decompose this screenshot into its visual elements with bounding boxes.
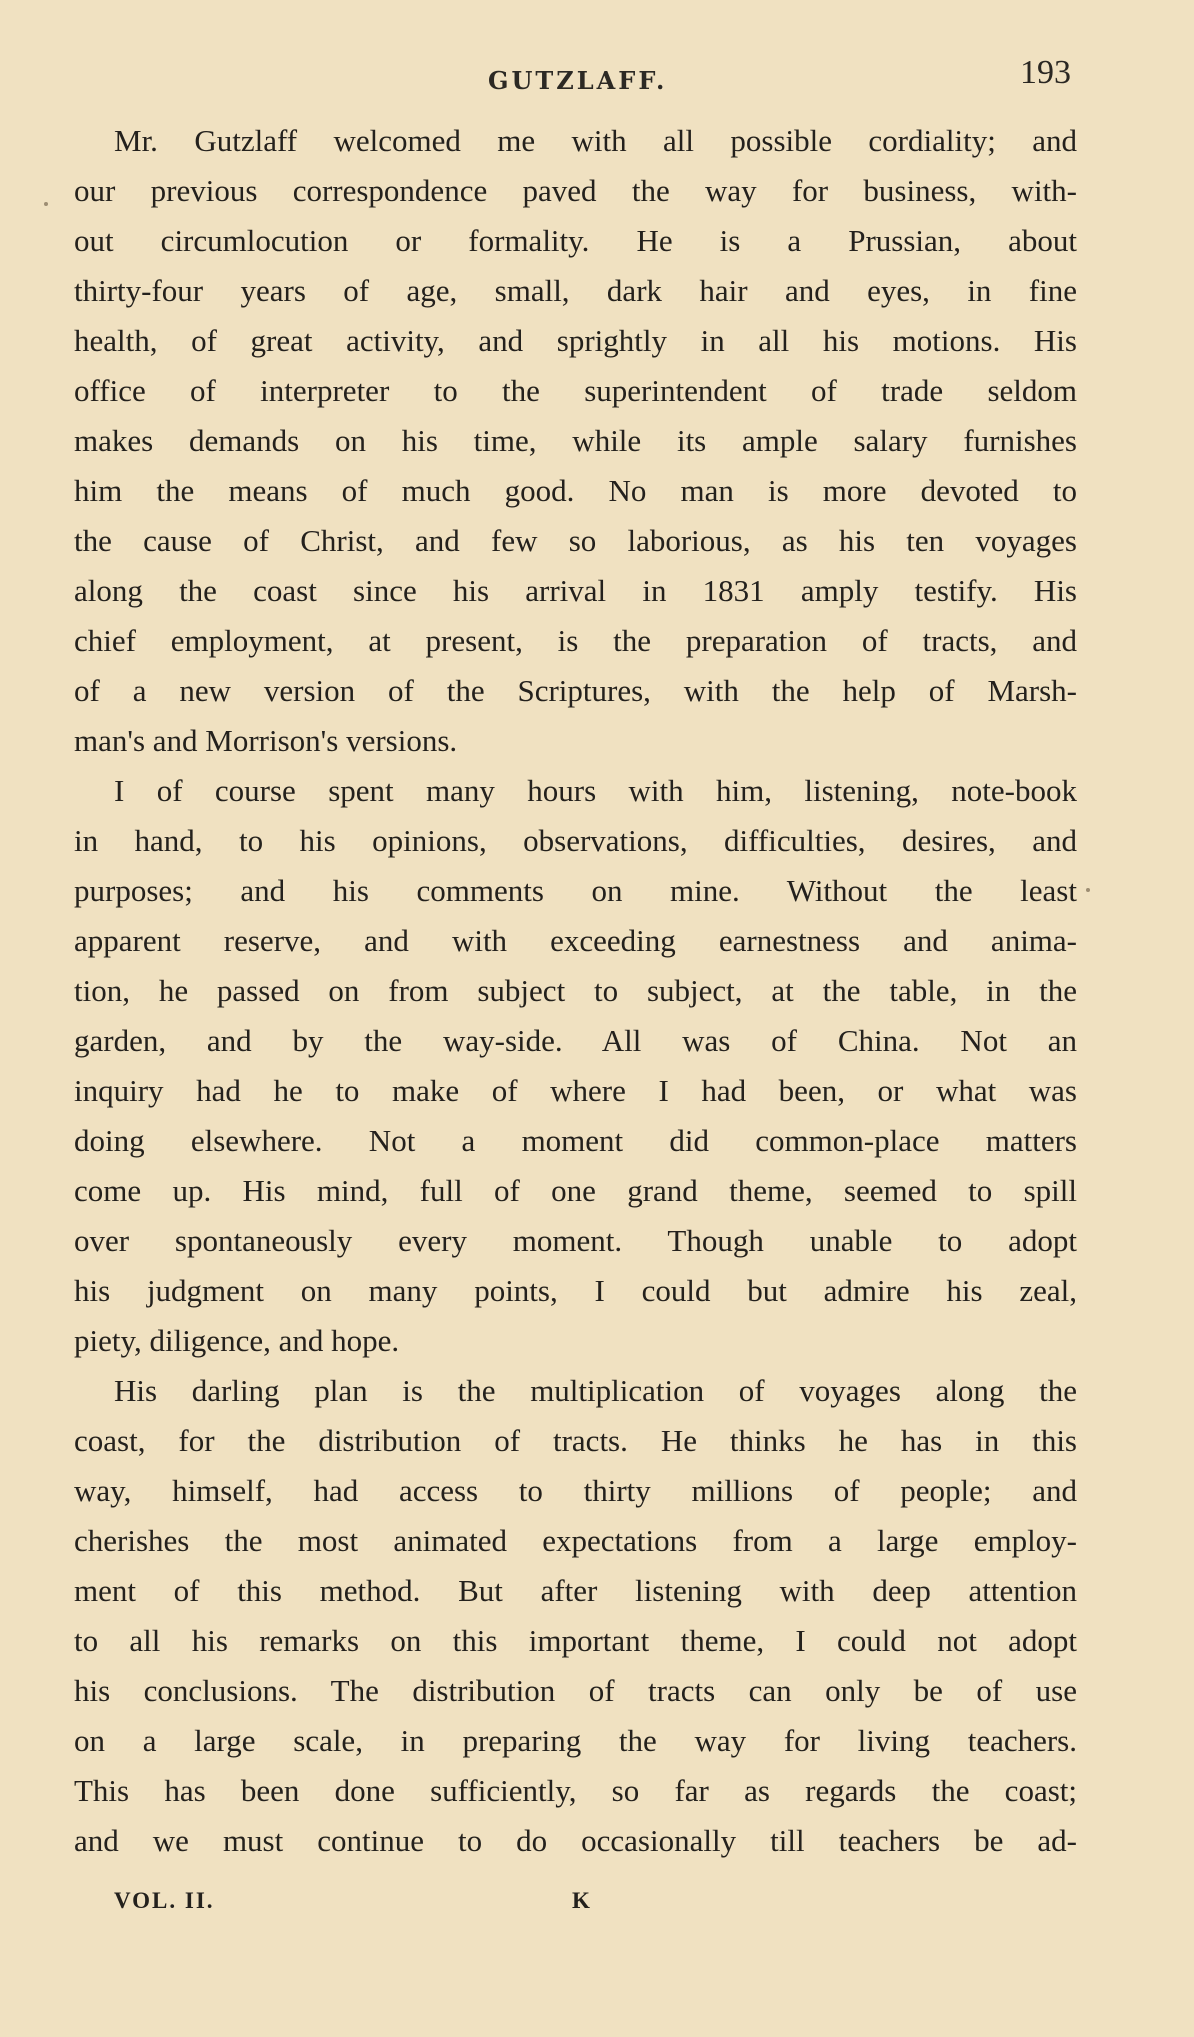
text-line: along the coast since his arrival in 1831 amply testify. His <box>74 573 1077 608</box>
text-line: to all his remarks on this important theme, I could not adopt <box>74 1623 1077 1658</box>
paper-blemish <box>44 202 48 206</box>
page-number: 193 <box>1020 54 1071 91</box>
text-line: over spontaneously every moment. Though unable to adopt <box>74 1223 1077 1258</box>
text-line: office of interpreter to the superintendent of trade seldom <box>74 373 1077 408</box>
text-line: our previous correspondence paved the way for business, with- <box>74 173 1077 208</box>
text-line: out circumlocution or formality. He is a Prussian, about <box>74 223 1077 258</box>
text-line: way, himself, had access to thirty millions of people; and <box>74 1473 1077 1508</box>
text-line: him the means of much good. No man is more devoted to <box>74 473 1077 508</box>
text-line: of a new version of the Scriptures, with the help of Marsh- <box>74 673 1077 708</box>
text-line: purposes; and his comments on mine. Without the least <box>74 873 1077 908</box>
text-line: ment of this method. But after listening with deep attention <box>74 1573 1077 1608</box>
text-line: piety, diligence, and hope. <box>74 1323 400 1358</box>
volume-label: VOL. II. <box>114 1888 215 1913</box>
text-line: and we must continue to do occasionally till teachers be ad- <box>74 1823 1077 1858</box>
text-line: health, of great activity, and sprightly in all his motions. His <box>74 323 1077 358</box>
body-text <box>74 116 1077 1866</box>
text-line: His darling plan is the multiplication of voyages along the <box>114 1373 1077 1408</box>
paragraph-2 <box>74 766 1077 1366</box>
text-line: doing elsewhere. Not a moment did common-place matters <box>74 1123 1077 1158</box>
text-line: the cause of Christ, and few so laborious, as his ten voyages <box>74 523 1077 558</box>
text-line: inquiry had he to make of where I had been, or what was <box>74 1073 1077 1108</box>
paragraph-1 <box>74 116 1077 766</box>
running-title: GUTZLAFF. <box>488 66 668 95</box>
text-line: coast, for the distribution of tracts. He thinks he has in this <box>74 1423 1077 1458</box>
text-line: Mr. Gutzlaff welcomed me with all possible cordiality; and <box>114 123 1077 158</box>
page-footer <box>0 1888 1194 1928</box>
paragraph-3 <box>74 1366 1077 1866</box>
text-line: apparent reserve, and with exceeding earnestness and anima- <box>74 923 1077 958</box>
text-line: come up. His mind, full of one grand theme, seemed to spill <box>74 1173 1077 1208</box>
text-line: his conclusions. The distribution of tracts can only be of use <box>74 1673 1077 1708</box>
text-line: garden, and by the way-side. All was of China. Not an <box>74 1023 1077 1058</box>
running-head <box>0 48 1194 108</box>
signature-mark: K <box>572 1888 590 1913</box>
text-line: chief employment, at present, is the preparation of tracts, and <box>74 623 1077 658</box>
paper-blemish <box>1086 888 1090 892</box>
text-line: his judgment on many points, I could but admire his zeal, <box>74 1273 1077 1308</box>
text-line: tion, he passed on from subject to subject, at the table, in the <box>74 973 1077 1008</box>
text-line: thirty-four years of age, small, dark hair and eyes, in fine <box>74 273 1077 308</box>
text-line: makes demands on his time, while its ample salary furnishes <box>74 423 1077 458</box>
text-line: man's and Morrison's versions. <box>74 723 458 758</box>
text-line: I of course spent many hours with him, listening, note-book <box>114 773 1077 808</box>
text-line: on a large scale, in preparing the way for living teachers. <box>74 1723 1077 1758</box>
text-line: in hand, to his opinions, observations, difficulties, desires, and <box>74 823 1077 858</box>
text-line: cherishes the most animated expectations from a large employ- <box>74 1523 1077 1558</box>
text-line: This has been done sufficiently, so far as regards the coast; <box>74 1773 1077 1808</box>
